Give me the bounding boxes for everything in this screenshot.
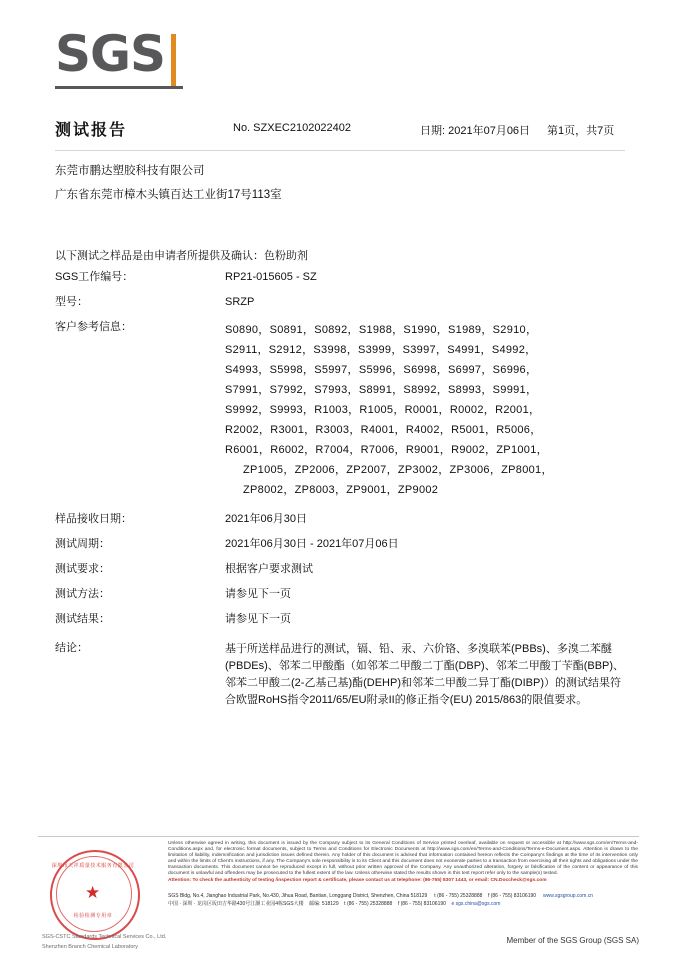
sample-statement: 以下测试之样品是由申请者所提供及确认：色粉助剂 [55,250,308,262]
list-item: R6001，R6002，R7004，R7006，R9001，R9002，ZP1001， [225,444,548,456]
field-label: SGS工作编号： [55,271,134,283]
logo-underline [55,86,183,89]
field-label: 测试方法： [55,588,110,600]
list-item: S2911，S2912，S3998，S3999，S3997，S4991，S4992， [225,344,537,356]
field-conclusion [55,641,630,709]
page-title: 测试报告 [55,122,128,139]
report-number: No. SZXEC2102022402 [233,122,352,134]
field-label: 客户参考信息： [55,321,132,333]
phone-cn: t (86 - 755) 25328888 [344,900,393,907]
official-stamp [42,848,167,952]
address-cn: 中国 · 深圳 · 龙岗区坂田吉华路430号江灏工业园4栋SGS大楼 [168,900,304,907]
field-label: 结论： [55,642,88,654]
phone-en: t (86 - 755) 25328888 [434,893,483,899]
field-label: 测试周期： [55,538,110,550]
header-divider [55,150,625,151]
website[interactable]: www.sgsgroup.com.cn [543,893,594,899]
client-company-name: 东莞市鹏达塑胶科技有限公司 [55,165,205,177]
field-value: 请参见下一页 [225,613,291,625]
field-label: 样品接收日期： [55,513,132,525]
list-item: ZP1005，ZP2006，ZP2007，ZP3002，ZP3006，ZP8001， [243,464,553,476]
star-icon: ★ [85,883,101,902]
field-value: 根据客户要求测试 [225,563,313,575]
email[interactable]: e sgs.china@sgs.com [451,900,501,907]
field-test-period [55,537,630,552]
footer-address-block [168,893,638,908]
fax-cn: f (86 - 755) 83106190 [397,900,446,907]
stamp-caption-line-2: Shenzhen Branch Chemical Laboratory [42,944,139,950]
stamp-arc-top-text: 深圳市天祥质量技术服务有限公司 [51,863,135,869]
field-model [55,295,630,310]
client-reference-list [225,320,630,500]
field-value: SRZP [225,296,255,308]
list-item: S9992，S9993，R1003，R1005，R0001，R0002，R2001， [225,404,541,416]
fax-en: f (86 - 755) 83106190 [487,893,537,899]
footer-divider [38,836,639,837]
zipcode: 邮编: 518129 [309,900,339,907]
logo-text: SGS [55,25,166,83]
sgs-logo [55,25,195,94]
field-label: 型号： [55,296,88,308]
list-item: ZP8002，ZP8003，ZP9001，ZP9002 [243,484,439,496]
field-label: 测试要求： [55,563,110,575]
field-value: RP21-015605 - SZ [225,271,317,283]
report-header [55,120,625,142]
field-test-result [55,612,630,627]
field-test-method [55,587,630,602]
page-indicator: 第1页，共7页 [547,125,615,137]
footer-member-text: Member of the SGS Group (SGS SA) [506,936,639,945]
field-test-requirement [55,562,630,577]
footer-address-line-en [168,893,638,901]
stamp-arc-bottom-text: 检验检测专用章 [73,913,113,919]
field-client-reference [55,320,630,500]
footer-disclaimer [168,841,638,884]
list-item: S7991，S7992，S7993，S8991，S8992，S8993，S9991， [225,384,538,396]
footer-disclaimer-text: Unless otherwise agreed in writing, this document is issued by the Company subject to its General Conditions of Service printed overleaf, available on request or accessible at http://www.sgs.com/en/Terms-and-Conditions.aspx and, for electronic format documents, subject to Terms and Conditions for Electronic Documents at http://www.sgs.com/en/Terms-and-Conditions/Terms-e-Document.aspx. Attention is drawn to the limitation of liability, indemnification and jurisdiction issues defined therein. Any holder of this document is advised that information contained hereon reflects the Company's findings at the time of its intervention only and within the limits of Client's instructions, if any. The Company's sole responsibility is to its Client and this document does not exonerate parties to a transaction from exercising all their rights and obligations under the transaction documents. This document cannot be reproduced except in full, without prior written approval of the Company. Any unauthorized alteration, forgery or falsification of the content or appearance of this document is unlawful and offenders may be prosecuted to the fullest extent of the law. Unless otherwise stated the results shown in this test report refer only to the sample(s) tested. [168,841,638,876]
field-label: 测试结果： [55,613,110,625]
client-company-address: 广东省东莞市樟木头镇百达工业街17号113室 [55,189,282,201]
list-item: S0890，S0891，S0892，S1988，S1990，S1989，S2910， [225,324,538,336]
field-job-no [55,270,630,285]
footer-address-line-cn [168,901,638,909]
footer-attention: Attention: To check the authenticity of testing /inspection report & certificate, please contact us at telephone: (86-755) 8307 1443, or email: CN.Doccheck@sgs.com [168,878,547,884]
report-date: 日期: 2021年07月06日 [420,125,531,137]
stamp-caption-line-1: SGS-CSTC Standards Technical Services Co., Ltd. [42,934,167,940]
field-value: 2021年06月30日 [225,513,307,525]
field-value: 2021年06月30日 - 2021年07月06日 [225,538,399,550]
address-en: SGS Bldg, No.4, Jianghao Industrial Park, No.430, Jihua Road, Bantian, Longgang District, Shenzhen, China 518129 [168,893,428,899]
list-item: S4993，S5998，S5997，S5996，S6998，S6997，S6996， [225,364,538,376]
field-value: 基于所送样品进行的测试，镉、铅、汞、六价铬、多溴联苯(PBBs)、多溴二苯醚(PBDEs)、邻苯二甲酸酯（如邻苯二甲酸二丁酯(DBP)、邻苯二甲酸丁苄酯(BBP)、邻苯二甲酸二(2-乙基己基)酯(DEHP)和邻苯二甲酸二异丁酯(DIBP)）的测试结果符合欧盟RoHS指令2011/65/EU附录II的修正指令(EU) 2015/863的限值要求。 [225,643,625,706]
field-value: 请参见下一页 [225,588,291,600]
field-received-date [55,512,630,527]
report-fields [55,270,630,721]
list-item: R2002，R3001，R3003，R4001，R4002，R5001，R5006， [225,424,542,436]
